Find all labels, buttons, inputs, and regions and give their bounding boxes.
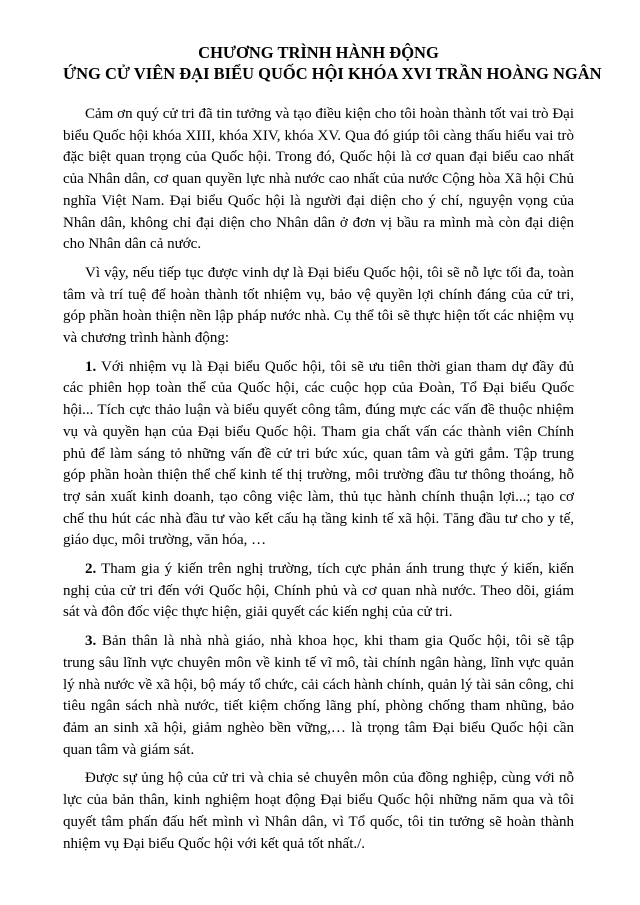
paragraph-closing-text: Được sự ủng hộ của cử tri và chia sẻ chuyên môn của đồng nghiệp, cùng với nỗ lực của bản thân, kinh nghiệm hoạt động Đại biểu Quốc hội những năm qua và tôi quyết tâm phấn đấu hết mình vì Nhân dân, vì Tổ quốc, tôi tin tưởng sẽ hoàn thành nhiệm vụ Đại biểu Quốc hội với kết quả tốt nhất./. bbox=[63, 770, 574, 852]
document-body bbox=[63, 104, 574, 855]
paragraph-task-3-text: Bản thân là nhà nhà giáo, nhà khoa học, khi tham gia Quốc hội, tôi sẽ tập trung sâu lĩnh vực chuyên môn về kinh tế vĩ mô, tài chính ngân hàng, lĩnh vực quản lý nhà nước về xã hội, bộ máy tổ chức, cải cách hành chính, quản lý tài sản công, chi tiêu ngân sách nhà nước, tiết kiệm chống lãng phí, phòng chống tham nhũng, bảo đảm an sinh xã hội, giảm nghèo bền vững,… là trọng tâm Đại biểu Quốc hội cần quan tâm và giám sát. bbox=[63, 633, 574, 758]
paragraph-task-2-text: Tham gia ý kiến trên nghị trường, tích cực phản ánh trung thực ý kiến, kiến nghị của cử tri đến với Quốc hội, Chính phủ và cơ quan nhà nước. Theo dõi, giám sát và đôn đốc việc thực hiện, giải quyết các kiến nghị của cử tri. bbox=[63, 561, 575, 621]
title-line-1: CHƯƠNG TRÌNH HÀNH ĐỘNG bbox=[198, 43, 439, 62]
paragraph-task-1-text: Với nhiệm vụ là Đại biểu Quốc hội, tôi sẽ ưu tiên thời gian tham dự đầy đủ các phiên họp toàn thể của Quốc hội, các cuộc họp của Đoàn, Tổ Đại biểu Quốc hội... Tích cực thảo luận và biểu quyết công tâm, đúng mực các vấn đề thuộc nhiệm vụ và quyền hạn của Đại biểu Quốc hội. Tham gia chất vấn các thành viên Chính phủ để làm sáng tỏ những vấn đề cử tri bức xúc, quan tâm và gửi gắm. Tập trung góp phần hoàn thiện thể chế kinh tế thị trường, môi trường đầu tư thông thoáng, hỗ trợ sản xuất kinh doanh, tạo công việc làm, thủ tục hành chính thuận lợi...; tạo cơ chế thu hút các nhà đầu tư vào kết cấu hạ tầng kinh tế xã hội. Tăng đầu tư cho y tế, giáo dục, môi trường, văn hóa, … bbox=[63, 358, 574, 549]
paragraph-task-2 bbox=[63, 559, 574, 624]
item-number-3: 3. bbox=[85, 633, 97, 650]
paragraph-commitment-text: Vì vậy, nếu tiếp tục được vinh dự là Đại biểu Quốc hội, tôi sẽ nỗ lực tối đa, toàn tâm và trí tuệ để hoàn thành tốt nhiệm vụ, bảo vệ quyền lợi chính đáng của cử tri, góp phần hoàn thiện nền lập pháp nước nhà. Cụ thể tôi sẽ thực hiện tốt các nhiệm vụ và chương trình hành động: bbox=[63, 264, 574, 347]
item-number-1: 1. bbox=[85, 358, 97, 375]
paragraph-intro bbox=[63, 104, 574, 256]
paragraph-task-1 bbox=[63, 357, 574, 552]
title-line-2: ỨNG CỬ VIÊN ĐẠI BIỂU QUỐC HỘI KHÓA XVI TRẦN HOÀNG NGÂN bbox=[63, 64, 602, 83]
paragraph-task-3 bbox=[63, 631, 574, 761]
item-number-2: 2. bbox=[85, 561, 97, 578]
paragraph-closing bbox=[63, 768, 574, 855]
paragraph-commitment bbox=[63, 263, 574, 350]
document-title bbox=[63, 42, 602, 84]
paragraph-intro-text: Cảm ơn quý cử tri đã tin tưởng và tạo điều kiện cho tôi hoàn thành tốt vai trò Đại biểu Quốc hội khóa XIII, khóa XIV, khóa XV. Qua đó giúp tôi càng thấu hiểu vai trò đặc biệt quan trọng của Quốc hội. Trong đó, Quốc hội là cơ quan đại biểu cao nhất của Nhân dân, cơ quan quyền lực nhà nước cao nhất của nước Cộng hòa Xã hội Chủ nghĩa Việt Nam. Đại biểu Quốc hội là người đại diện cho ý chí, nguyện vọng của Nhân dân, không chỉ đại diện cho Nhân dân ở đơn vị bầu ra mình mà còn đại diện cho Nhân dân cả nước. bbox=[63, 106, 574, 253]
